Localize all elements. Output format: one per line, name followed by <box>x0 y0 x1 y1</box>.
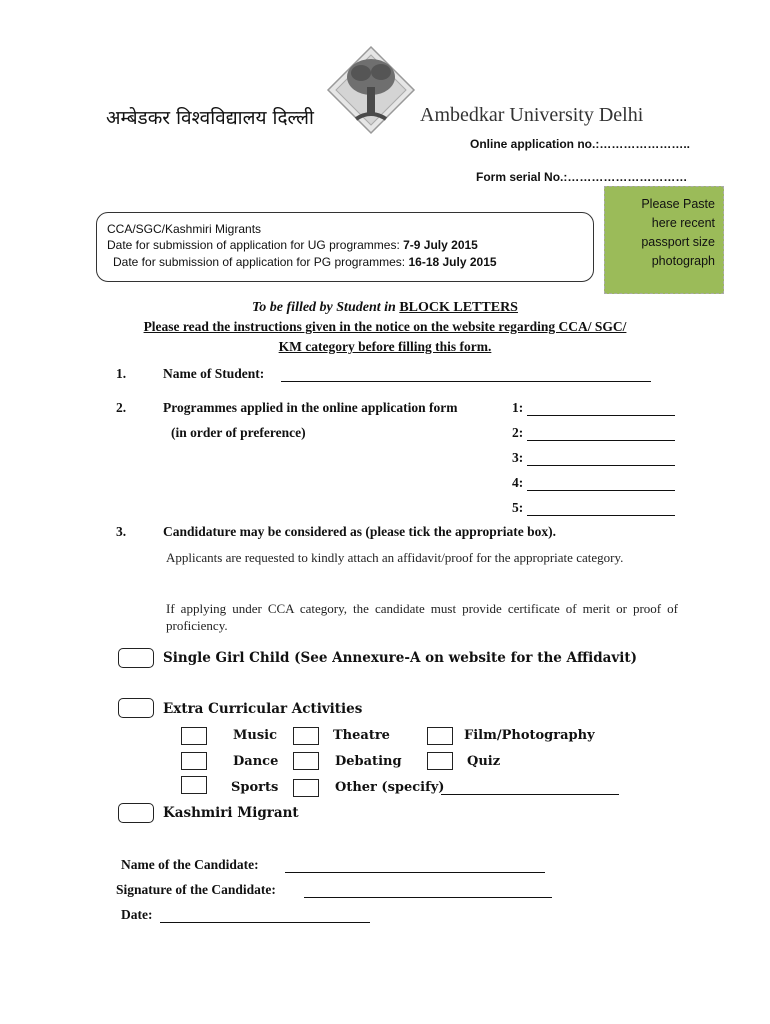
pg-dates-label: Date for submission of application for PG programmes: <box>113 255 409 269</box>
quiz-label: Quiz <box>467 754 501 769</box>
passport-photo-box[interactable] <box>604 186 724 294</box>
q1-label: Name of Student: <box>163 366 265 381</box>
q2-label: Programmes applied in the online application form <box>163 400 458 415</box>
photo-line: here recent <box>651 216 715 230</box>
music-checkbox[interactable] <box>181 727 207 745</box>
fill-instruction: To be filled by Student in <box>252 300 400 315</box>
block-letters-text: BLOCK LETTERS <box>399 300 518 315</box>
other-checkbox[interactable] <box>293 779 319 797</box>
photo-line: photograph <box>651 254 715 268</box>
photo-instructions <box>641 195 715 271</box>
ug-dates-value: 7-9 July 2015 <box>403 238 478 252</box>
kashmiri-migrant-checkbox[interactable] <box>118 803 154 823</box>
cca-note: If applying under CCA category, the candidate must provide certificate of merit or proof of proficiency. <box>166 601 678 633</box>
q1-number: 1. <box>116 366 127 381</box>
category-line: CCA/SGC/Kashmiri Migrants <box>107 222 262 236</box>
photo-line: Please Paste <box>641 197 715 211</box>
theatre-checkbox[interactable] <box>293 727 319 745</box>
programme-slot-label: 4: <box>512 475 524 490</box>
university-logo <box>326 45 416 135</box>
ug-dates-label: Date for submission of application for UG programmes: <box>107 238 404 252</box>
programme-slot-label: 2: <box>512 425 524 440</box>
programme-slot-label: 3: <box>512 450 524 465</box>
sports-checkbox[interactable] <box>181 776 207 794</box>
candidate-signature-label: Signature of the Candidate: <box>116 882 276 897</box>
music-label: Music <box>233 728 278 743</box>
programme-slot-label: 1: <box>512 400 524 415</box>
university-name-hindi: अम्बेडकर विश्वविद्यालय दिल्ली <box>106 107 314 129</box>
q3-label: Candidature may be considered as (please tick the appropriate box). <box>163 524 557 539</box>
single-girl-child-checkbox[interactable] <box>118 648 154 668</box>
pg-dates-value: 16-18 July 2015 <box>408 255 497 269</box>
photo-line: passport size <box>641 235 715 249</box>
other-specify-field[interactable] <box>441 793 619 795</box>
instruction-line-1: Please read the instructions given in the notice on the website regarding CCA/ SGC/ <box>143 319 627 334</box>
candidate-name-field[interactable] <box>285 871 545 873</box>
programme-field-2[interactable] <box>527 439 675 441</box>
form-serial-number: Form serial No.:………………………… <box>476 170 688 184</box>
online-application-number: Online application no.:………………….. <box>470 137 691 151</box>
candidate-name-label: Name of the Candidate: <box>121 857 259 872</box>
theatre-label: Theatre <box>333 728 390 743</box>
dance-checkbox[interactable] <box>181 752 207 770</box>
programme-field-5[interactable] <box>527 514 675 516</box>
ug-dates <box>107 238 478 252</box>
film-photography-checkbox[interactable] <box>427 727 453 745</box>
q2-number: 2. <box>116 400 127 415</box>
date-label: Date: <box>121 907 153 922</box>
extra-curricular-checkbox[interactable] <box>118 698 154 718</box>
quiz-checkbox[interactable] <box>427 752 453 770</box>
candidate-signature-field[interactable] <box>304 896 552 898</box>
block-letters-heading <box>0 300 770 316</box>
sports-label: Sports <box>231 780 279 795</box>
q3-number: 3. <box>116 524 127 539</box>
q2-sublabel: (in order of preference) <box>171 425 306 440</box>
single-girl-child-label: Single Girl Child (See Annexure-A on website for the Affidavit) <box>163 650 638 666</box>
other-label: Other (specify) <box>335 780 445 795</box>
instruction-line-2: KM category before filling this form. <box>278 339 492 354</box>
programme-field-4[interactable] <box>527 489 675 491</box>
kashmiri-migrant-label: Kashmiri Migrant <box>163 805 299 821</box>
dance-label: Dance <box>233 754 279 769</box>
programme-field-3[interactable] <box>527 464 675 466</box>
date-field[interactable] <box>160 921 370 923</box>
extra-curricular-label: Extra Curricular Activities <box>163 701 363 717</box>
submission-dates-box <box>96 212 594 282</box>
affidavit-note: Applicants are requested to kindly attach an affidavit/proof for the appropriate category. <box>166 550 624 565</box>
pg-dates <box>113 255 497 269</box>
programme-field-1[interactable] <box>527 414 675 416</box>
university-name-english: Ambedkar University Delhi <box>420 104 644 126</box>
programme-slot-label: 5: <box>512 500 524 515</box>
debating-checkbox[interactable] <box>293 752 319 770</box>
debating-label: Debating <box>335 754 402 769</box>
film-photography-label: Film/Photography <box>464 728 595 743</box>
student-name-field[interactable] <box>281 380 651 382</box>
